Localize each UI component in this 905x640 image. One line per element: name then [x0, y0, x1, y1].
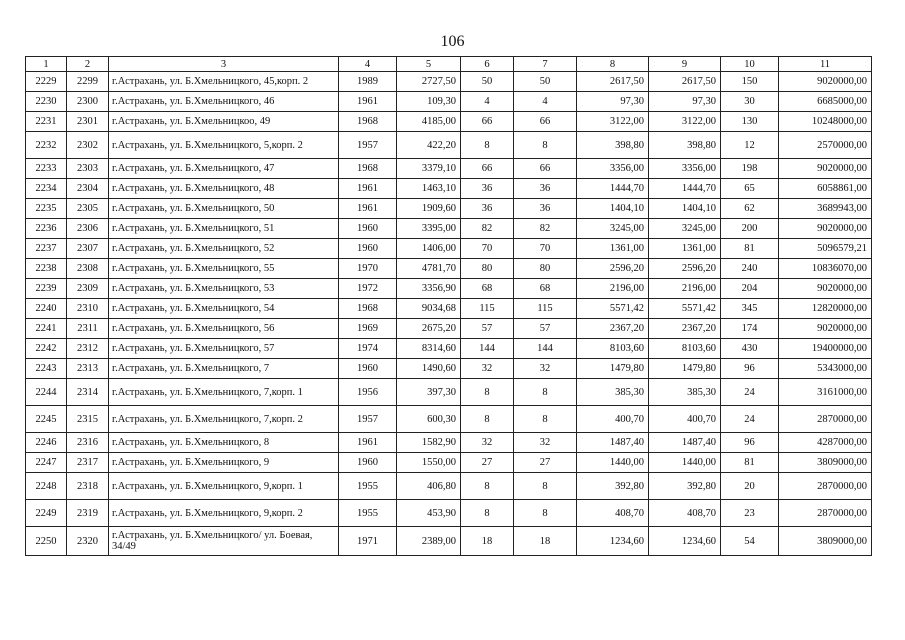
column-header: 5	[397, 57, 461, 72]
column-header: 1	[26, 57, 67, 72]
col7-cell: 36	[514, 179, 577, 199]
col7-cell: 27	[514, 453, 577, 473]
address-cell: г.Астрахань, ул. Б.Хмельницкого, 54	[109, 299, 339, 319]
col10-cell: 23	[721, 500, 779, 527]
housing-register-table	[25, 56, 872, 556]
row-number-cell: 2235	[26, 199, 67, 219]
year-cell: 1961	[339, 92, 397, 112]
year-cell: 1974	[339, 339, 397, 359]
col11-cell: 12820000,00	[779, 299, 872, 319]
table-row	[26, 219, 872, 239]
table-row	[26, 473, 872, 500]
year-cell: 1961	[339, 433, 397, 453]
address-cell: г.Астрахань, ул. Б.Хмельницкого, 7,корп. 2	[109, 406, 339, 433]
area-cell: 1490,60	[397, 359, 461, 379]
col7-cell: 50	[514, 72, 577, 92]
col6-cell: 70	[461, 239, 514, 259]
col9-cell: 398,80	[649, 132, 721, 159]
col9-cell: 400,70	[649, 406, 721, 433]
col8-cell: 97,30	[577, 92, 649, 112]
col6-cell: 57	[461, 319, 514, 339]
col8-cell: 3122,00	[577, 112, 649, 132]
col11-cell: 5343000,00	[779, 359, 872, 379]
id-cell: 2301	[67, 112, 109, 132]
row-number-cell: 2240	[26, 299, 67, 319]
col10-cell: 81	[721, 453, 779, 473]
row-number-cell: 2244	[26, 379, 67, 406]
id-cell: 2309	[67, 279, 109, 299]
year-cell: 1960	[339, 239, 397, 259]
column-header: 2	[67, 57, 109, 72]
col6-cell: 82	[461, 219, 514, 239]
col8-cell: 2367,20	[577, 319, 649, 339]
address-cell: г.Астрахань, ул. Б.Хмельницкого, 48	[109, 179, 339, 199]
col6-cell: 4	[461, 92, 514, 112]
col10-cell: 65	[721, 179, 779, 199]
col7-cell: 4	[514, 92, 577, 112]
col8-cell: 3245,00	[577, 219, 649, 239]
id-cell: 2303	[67, 159, 109, 179]
col11-cell: 3689943,00	[779, 199, 872, 219]
col11-cell: 9020000,00	[779, 319, 872, 339]
col8-cell: 2196,00	[577, 279, 649, 299]
col10-cell: 200	[721, 219, 779, 239]
col11-cell: 2570000,00	[779, 132, 872, 159]
address-cell: г.Астрахань, ул. Б.Хмельницкого, 9	[109, 453, 339, 473]
year-cell: 1968	[339, 299, 397, 319]
col8-cell: 398,80	[577, 132, 649, 159]
col11-cell: 2870000,00	[779, 406, 872, 433]
year-cell: 1960	[339, 219, 397, 239]
area-cell: 422,20	[397, 132, 461, 159]
col9-cell: 1487,40	[649, 433, 721, 453]
row-number-cell: 2249	[26, 500, 67, 527]
address-cell: г.Астрахань, ул. Б.Хмельницкоо, 49	[109, 112, 339, 132]
col7-cell: 8	[514, 406, 577, 433]
col11-cell: 9020000,00	[779, 279, 872, 299]
row-number-cell: 2245	[26, 406, 67, 433]
col8-cell: 2617,50	[577, 72, 649, 92]
address-cell: г.Астрахань, ул. Б.Хмельницкого, 57	[109, 339, 339, 359]
area-cell: 406,80	[397, 473, 461, 500]
col8-cell: 385,30	[577, 379, 649, 406]
col9-cell: 385,30	[649, 379, 721, 406]
col11-cell: 4287000,00	[779, 433, 872, 453]
col11-cell: 2870000,00	[779, 500, 872, 527]
col6-cell: 18	[461, 527, 514, 556]
area-cell: 4781,70	[397, 259, 461, 279]
area-cell: 2675,20	[397, 319, 461, 339]
col10-cell: 96	[721, 433, 779, 453]
area-cell: 109,30	[397, 92, 461, 112]
col10-cell: 20	[721, 473, 779, 500]
id-cell: 2318	[67, 473, 109, 500]
col6-cell: 8	[461, 132, 514, 159]
area-cell: 1406,00	[397, 239, 461, 259]
area-cell: 2727,50	[397, 72, 461, 92]
row-number-cell: 2243	[26, 359, 67, 379]
col10-cell: 62	[721, 199, 779, 219]
col7-cell: 115	[514, 299, 577, 319]
col9-cell: 3356,00	[649, 159, 721, 179]
id-cell: 2313	[67, 359, 109, 379]
id-cell: 2316	[67, 433, 109, 453]
col9-cell: 1361,00	[649, 239, 721, 259]
table-row	[26, 359, 872, 379]
col10-cell: 345	[721, 299, 779, 319]
row-number-cell: 2247	[26, 453, 67, 473]
area-cell: 397,30	[397, 379, 461, 406]
col10-cell: 204	[721, 279, 779, 299]
year-cell: 1957	[339, 406, 397, 433]
col6-cell: 36	[461, 179, 514, 199]
row-number-cell: 2230	[26, 92, 67, 112]
row-number-cell: 2232	[26, 132, 67, 159]
area-cell: 9034,68	[397, 299, 461, 319]
col8-cell: 5571,42	[577, 299, 649, 319]
table-row	[26, 500, 872, 527]
row-number-cell: 2241	[26, 319, 67, 339]
table-row	[26, 279, 872, 299]
col6-cell: 144	[461, 339, 514, 359]
area-cell: 453,90	[397, 500, 461, 527]
table-row	[26, 159, 872, 179]
col6-cell: 66	[461, 159, 514, 179]
col10-cell: 54	[721, 527, 779, 556]
col7-cell: 32	[514, 433, 577, 453]
table-row	[26, 199, 872, 219]
col7-cell: 70	[514, 239, 577, 259]
row-number-cell: 2242	[26, 339, 67, 359]
col9-cell: 2596,20	[649, 259, 721, 279]
table-row	[26, 433, 872, 453]
id-cell: 2317	[67, 453, 109, 473]
col7-cell: 68	[514, 279, 577, 299]
address-cell: г.Астрахань, ул. Б.Хмельницкого, 7,корп. 1	[109, 379, 339, 406]
col6-cell: 8	[461, 500, 514, 527]
area-cell: 2389,00	[397, 527, 461, 556]
year-cell: 1971	[339, 527, 397, 556]
col8-cell: 408,70	[577, 500, 649, 527]
col7-cell: 18	[514, 527, 577, 556]
row-number-cell: 2229	[26, 72, 67, 92]
area-cell: 1909,60	[397, 199, 461, 219]
column-header: 7	[514, 57, 577, 72]
id-cell: 2305	[67, 199, 109, 219]
area-cell: 600,30	[397, 406, 461, 433]
col9-cell: 1234,60	[649, 527, 721, 556]
column-header: 6	[461, 57, 514, 72]
col6-cell: 68	[461, 279, 514, 299]
col10-cell: 240	[721, 259, 779, 279]
col10-cell: 24	[721, 379, 779, 406]
id-cell: 2304	[67, 179, 109, 199]
year-cell: 1961	[339, 179, 397, 199]
col8-cell: 1444,70	[577, 179, 649, 199]
year-cell: 1989	[339, 72, 397, 92]
col11-cell: 10836070,00	[779, 259, 872, 279]
row-number-cell: 2234	[26, 179, 67, 199]
col11-cell: 10248000,00	[779, 112, 872, 132]
row-number-cell: 2238	[26, 259, 67, 279]
table-row	[26, 406, 872, 433]
area-cell: 1463,10	[397, 179, 461, 199]
col8-cell: 1234,60	[577, 527, 649, 556]
table-body	[26, 72, 872, 556]
col11-cell: 3809000,00	[779, 527, 872, 556]
address-cell: г.Астрахань, ул. Б.Хмельницкого, 5,корп. 2	[109, 132, 339, 159]
year-cell: 1955	[339, 473, 397, 500]
row-number-cell: 2248	[26, 473, 67, 500]
column-header: 11	[779, 57, 872, 72]
col9-cell: 2367,20	[649, 319, 721, 339]
col8-cell: 1479,80	[577, 359, 649, 379]
col9-cell: 5571,42	[649, 299, 721, 319]
id-cell: 2315	[67, 406, 109, 433]
year-cell: 1960	[339, 453, 397, 473]
col9-cell: 392,80	[649, 473, 721, 500]
year-cell: 1961	[339, 199, 397, 219]
row-number-cell: 2237	[26, 239, 67, 259]
col9-cell: 1479,80	[649, 359, 721, 379]
year-cell: 1970	[339, 259, 397, 279]
col7-cell: 66	[514, 159, 577, 179]
id-cell: 2300	[67, 92, 109, 112]
table-row	[26, 527, 872, 556]
col8-cell: 2596,20	[577, 259, 649, 279]
col9-cell: 1444,70	[649, 179, 721, 199]
table-row	[26, 259, 872, 279]
address-cell: г.Астрахань, ул. Б.Хмельницкого, 9,корп. 1	[109, 473, 339, 500]
id-cell: 2310	[67, 299, 109, 319]
area-cell: 3356,90	[397, 279, 461, 299]
col9-cell: 1404,10	[649, 199, 721, 219]
col9-cell: 97,30	[649, 92, 721, 112]
address-cell: г.Астрахань, ул. Б.Хмельницкого, 45,корп. 2	[109, 72, 339, 92]
address-cell: г.Астрахань, ул. Б.Хмельницкого, 8	[109, 433, 339, 453]
col6-cell: 8	[461, 379, 514, 406]
col9-cell: 2196,00	[649, 279, 721, 299]
id-cell: 2311	[67, 319, 109, 339]
address-cell: г.Астрахань, ул. Б.Хмельницкого, 55	[109, 259, 339, 279]
col8-cell: 1361,00	[577, 239, 649, 259]
col6-cell: 36	[461, 199, 514, 219]
col10-cell: 150	[721, 72, 779, 92]
col8-cell: 1404,10	[577, 199, 649, 219]
row-number-cell: 2250	[26, 527, 67, 556]
col10-cell: 30	[721, 92, 779, 112]
col6-cell: 80	[461, 259, 514, 279]
table-row	[26, 112, 872, 132]
id-cell: 2319	[67, 500, 109, 527]
header-row	[26, 57, 872, 72]
col8-cell: 392,80	[577, 473, 649, 500]
year-cell: 1968	[339, 159, 397, 179]
id-cell: 2314	[67, 379, 109, 406]
row-number-cell: 2233	[26, 159, 67, 179]
col7-cell: 66	[514, 112, 577, 132]
col11-cell: 6058861,00	[779, 179, 872, 199]
area-cell: 8314,60	[397, 339, 461, 359]
address-cell: г.Астрахань, ул. Б.Хмельницкого, 50	[109, 199, 339, 219]
area-cell: 1550,00	[397, 453, 461, 473]
id-cell: 2307	[67, 239, 109, 259]
col10-cell: 12	[721, 132, 779, 159]
col6-cell: 27	[461, 453, 514, 473]
area-cell: 3395,00	[397, 219, 461, 239]
col11-cell: 9020000,00	[779, 219, 872, 239]
year-cell: 1955	[339, 500, 397, 527]
col9-cell: 1440,00	[649, 453, 721, 473]
id-cell: 2306	[67, 219, 109, 239]
row-number-cell: 2239	[26, 279, 67, 299]
year-cell: 1972	[339, 279, 397, 299]
col9-cell: 3122,00	[649, 112, 721, 132]
col10-cell: 198	[721, 159, 779, 179]
col7-cell: 8	[514, 500, 577, 527]
col11-cell: 6685000,00	[779, 92, 872, 112]
col6-cell: 50	[461, 72, 514, 92]
col7-cell: 144	[514, 339, 577, 359]
address-cell: г.Астрахань, ул. Б.Хмельницкого, 46	[109, 92, 339, 112]
column-header: 3	[109, 57, 339, 72]
table-row	[26, 179, 872, 199]
table-row	[26, 132, 872, 159]
col10-cell: 430	[721, 339, 779, 359]
table-row	[26, 319, 872, 339]
row-number-cell: 2246	[26, 433, 67, 453]
col11-cell: 3161000,00	[779, 379, 872, 406]
row-number-cell: 2236	[26, 219, 67, 239]
table-row	[26, 92, 872, 112]
col7-cell: 57	[514, 319, 577, 339]
year-cell: 1956	[339, 379, 397, 406]
table-row	[26, 239, 872, 259]
col9-cell: 8103,60	[649, 339, 721, 359]
id-cell: 2320	[67, 527, 109, 556]
col7-cell: 82	[514, 219, 577, 239]
table-row	[26, 379, 872, 406]
column-header: 10	[721, 57, 779, 72]
id-cell: 2308	[67, 259, 109, 279]
col6-cell: 32	[461, 433, 514, 453]
address-cell: г.Астрахань, ул. Б.Хмельницкого, 53	[109, 279, 339, 299]
column-header: 9	[649, 57, 721, 72]
col11-cell: 2870000,00	[779, 473, 872, 500]
table-row	[26, 72, 872, 92]
col6-cell: 115	[461, 299, 514, 319]
table-row	[26, 339, 872, 359]
address-cell: г.Астрахань, ул. Б.Хмельницкого/ ул. Боевая, 34/49	[109, 527, 339, 556]
page-number: 106	[440, 33, 465, 50]
col10-cell: 174	[721, 319, 779, 339]
id-cell: 2299	[67, 72, 109, 92]
col9-cell: 3245,00	[649, 219, 721, 239]
col7-cell: 8	[514, 132, 577, 159]
col10-cell: 24	[721, 406, 779, 433]
col6-cell: 32	[461, 359, 514, 379]
col7-cell: 36	[514, 199, 577, 219]
year-cell: 1957	[339, 132, 397, 159]
year-cell: 1969	[339, 319, 397, 339]
area-cell: 4185,00	[397, 112, 461, 132]
col6-cell: 66	[461, 112, 514, 132]
col11-cell: 9020000,00	[779, 159, 872, 179]
col11-cell: 5096579,21	[779, 239, 872, 259]
col6-cell: 8	[461, 406, 514, 433]
col7-cell: 8	[514, 379, 577, 406]
col10-cell: 81	[721, 239, 779, 259]
id-cell: 2302	[67, 132, 109, 159]
year-cell: 1968	[339, 112, 397, 132]
area-cell: 3379,10	[397, 159, 461, 179]
table-row	[26, 453, 872, 473]
col8-cell: 8103,60	[577, 339, 649, 359]
col7-cell: 80	[514, 259, 577, 279]
year-cell: 1960	[339, 359, 397, 379]
col11-cell: 3809000,00	[779, 453, 872, 473]
column-header: 8	[577, 57, 649, 72]
id-cell: 2312	[67, 339, 109, 359]
col11-cell: 9020000,00	[779, 72, 872, 92]
col6-cell: 8	[461, 473, 514, 500]
address-cell: г.Астрахань, ул. Б.Хмельницкого, 47	[109, 159, 339, 179]
address-cell: г.Астрахань, ул. Б.Хмельницкого, 56	[109, 319, 339, 339]
col8-cell: 1487,40	[577, 433, 649, 453]
col8-cell: 1440,00	[577, 453, 649, 473]
col9-cell: 2617,50	[649, 72, 721, 92]
col10-cell: 130	[721, 112, 779, 132]
col9-cell: 408,70	[649, 500, 721, 527]
area-cell: 1582,90	[397, 433, 461, 453]
table-row	[26, 299, 872, 319]
col8-cell: 3356,00	[577, 159, 649, 179]
address-cell: г.Астрахань, ул. Б.Хмельницкого, 52	[109, 239, 339, 259]
col11-cell: 19400000,00	[779, 339, 872, 359]
col10-cell: 96	[721, 359, 779, 379]
col8-cell: 400,70	[577, 406, 649, 433]
address-cell: г.Астрахань, ул. Б.Хмельницкого, 51	[109, 219, 339, 239]
row-number-cell: 2231	[26, 112, 67, 132]
address-cell: г.Астрахань, ул. Б.Хмельницкого, 9,корп. 2	[109, 500, 339, 527]
col7-cell: 32	[514, 359, 577, 379]
column-header: 4	[339, 57, 397, 72]
col7-cell: 8	[514, 473, 577, 500]
address-cell: г.Астрахань, ул. Б.Хмельницкого, 7	[109, 359, 339, 379]
